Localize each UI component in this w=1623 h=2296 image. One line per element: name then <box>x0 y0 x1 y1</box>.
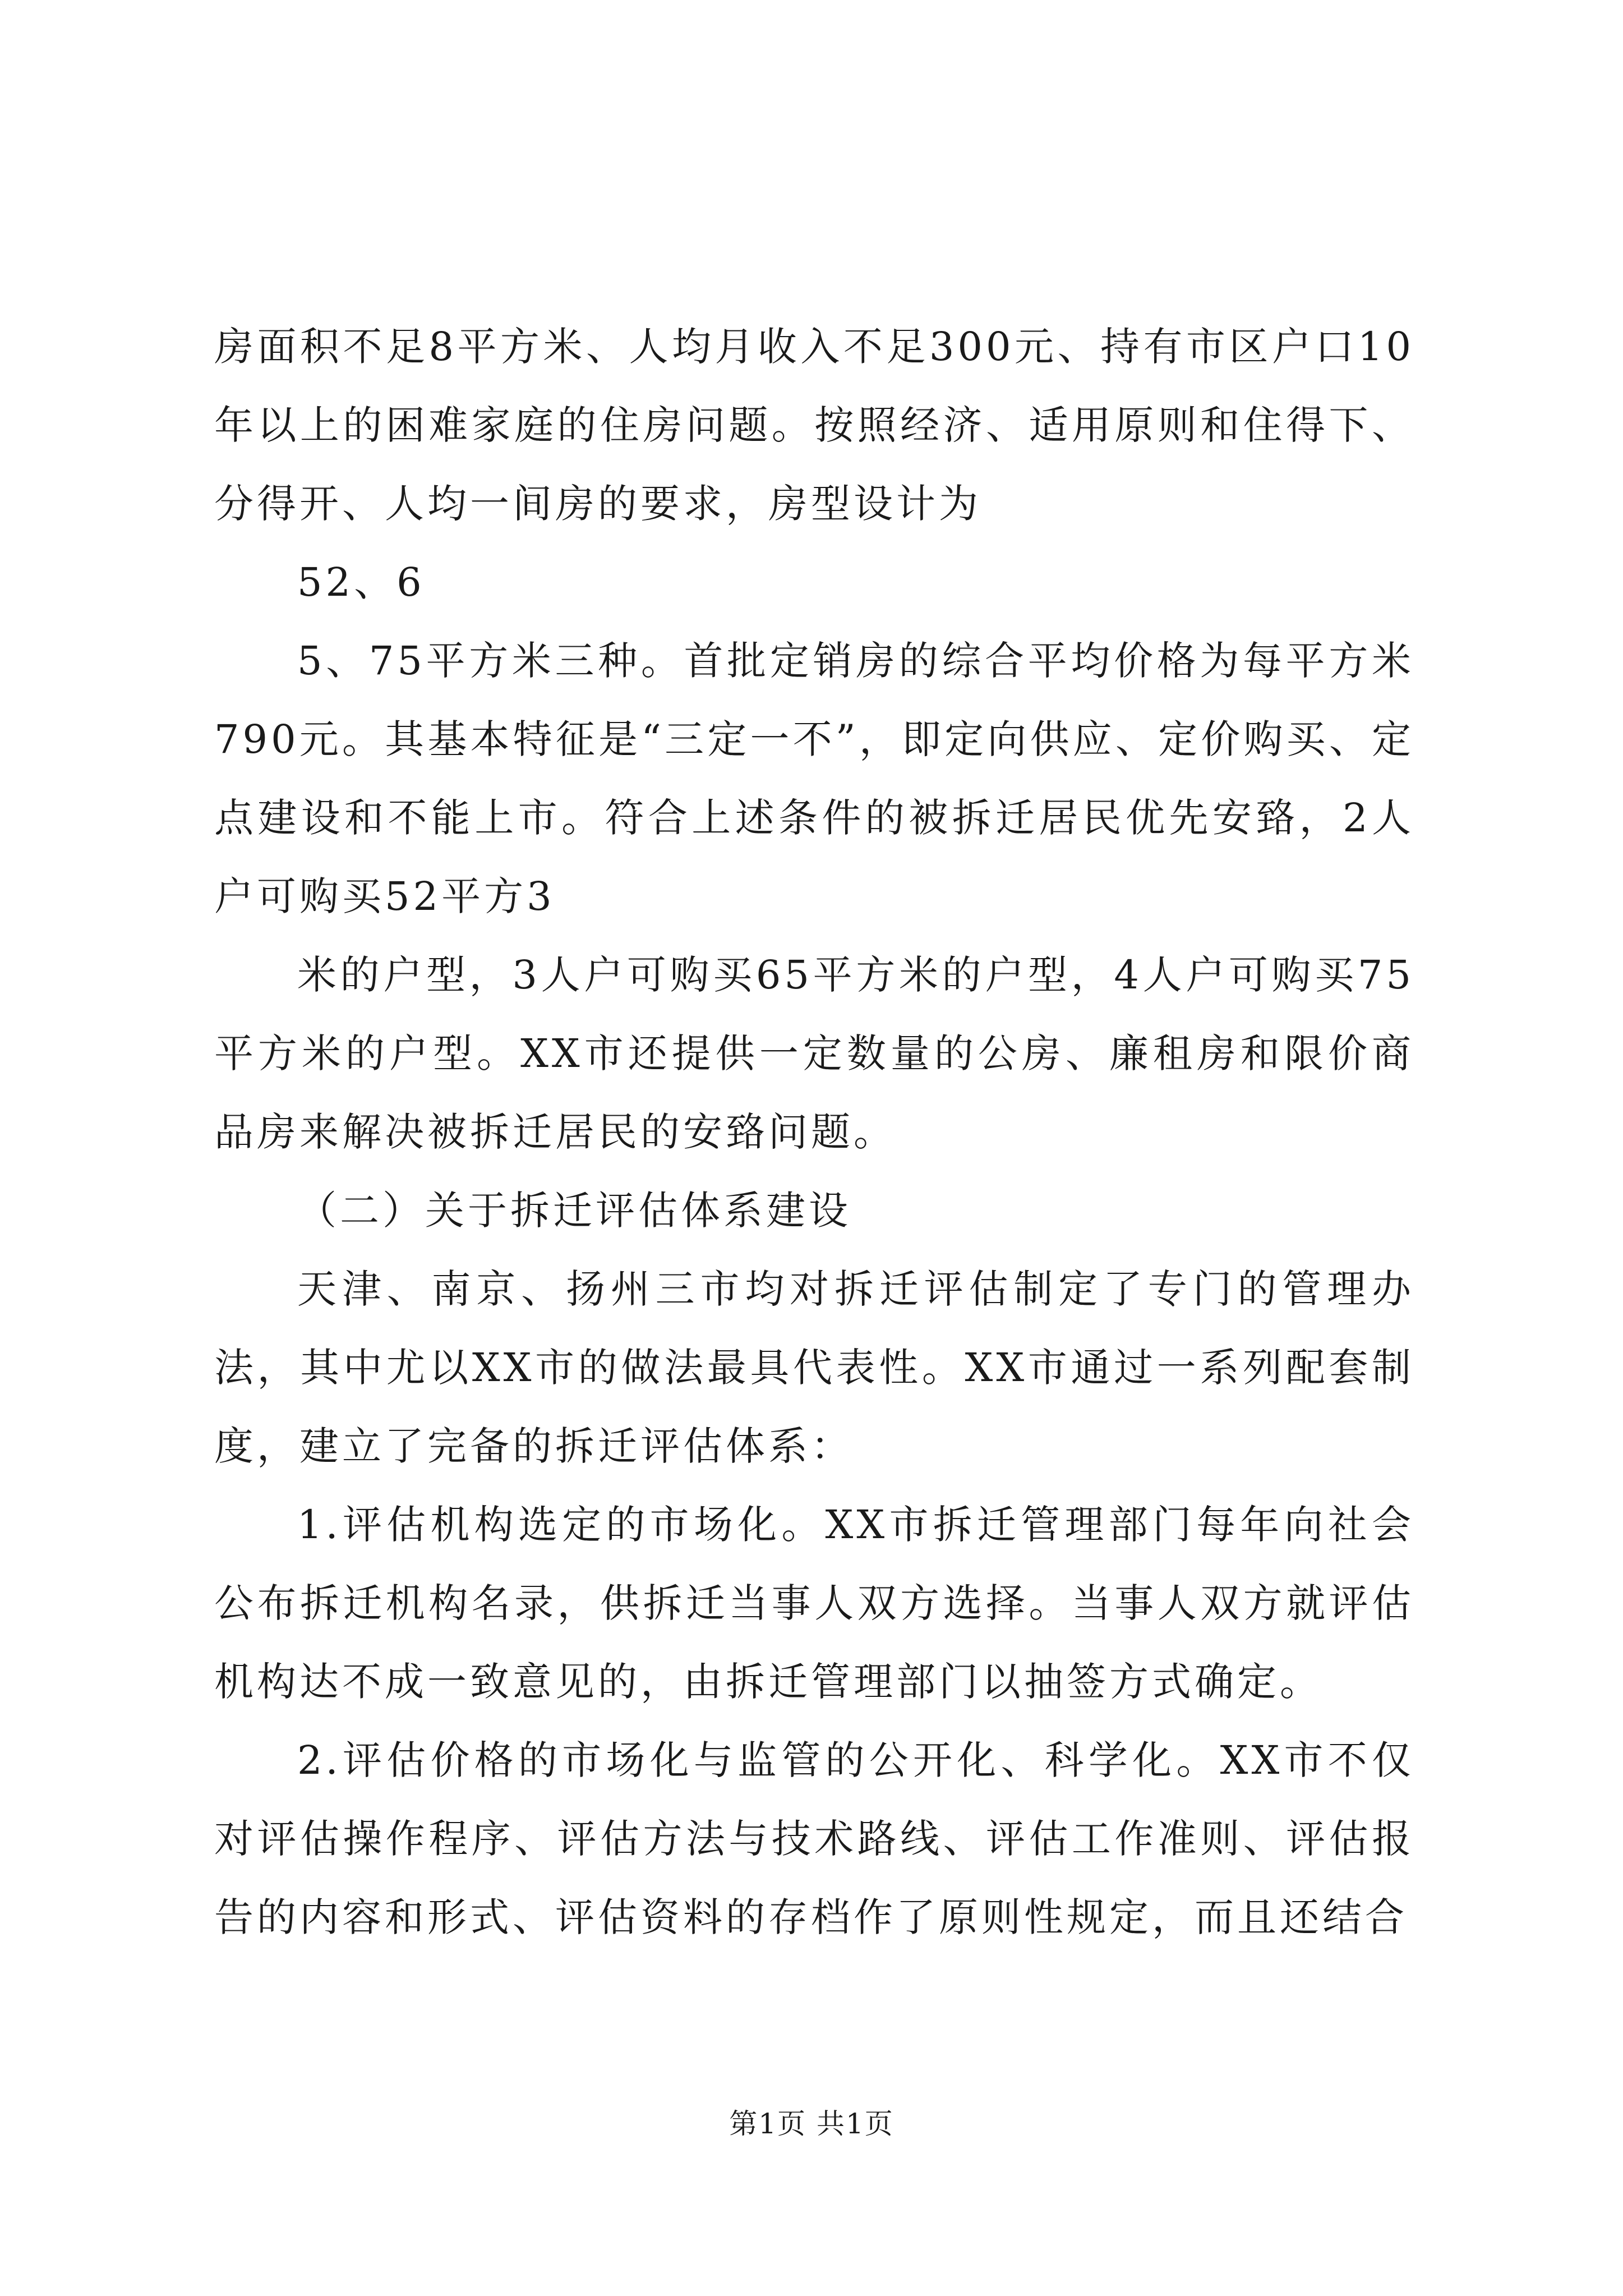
paragraph-6: 天津、南京、扬州三市均对拆迁评估制定了专门的管理办法，其中尤以XX市的做法最具代表性。XX市通过一系列配套制度，建立了完备的拆迁评估体系： <box>214 1266 1414 1469</box>
section-heading: （二）关于拆迁评估体系建设 <box>297 1188 851 1234</box>
paragraph-4: 米的户型，3人户可购买65平方米的户型，4人户可购买75平方米的户型。XX市还提供一定数量的公房、廉租房和限价商品房来解决被拆迁居民的安臵问题。 <box>214 952 1414 1155</box>
paragraph-1: 房面积不足8平方米、人均月收入不足300元、持有市区户口10年以上的困难家庭的住房问题。按照经济、适用原则和住得下、分得开、人均一间房的要求，房型设计为 <box>214 324 1414 527</box>
paragraph-2: 52、6 <box>297 559 425 605</box>
paragraph-3: 5、75平方米三种。首批定销房的综合平均价格为每平方米790元。其基本特征是“三定一不”，即定向供应、定价购买、定点建设和不能上市。符合上述条件的被拆迁居民优先安臵，2人户可购买52平方3 <box>214 638 1414 919</box>
document-body <box>214 307 1414 1957</box>
page-footer: 第1页 共1页 <box>729 2108 894 2140</box>
paragraph-8: 2.评估价格的市场化与监管的公开化、科学化。XX市不仅对评估操作程序、评估方法与技术路线、评估工作准则、评估报告的内容和形式、评估资料的存档作了原则性规定，而且还结合 <box>214 1737 1414 1940</box>
paragraph-7: 1.评估机构选定的市场化。XX市拆迁管理部门每年向社会公布拆迁机构名录，供拆迁当事人双方选择。当事人双方就评估机构达不成一致意见的，由拆迁管理部门以抽签方式确定。 <box>214 1502 1414 1705</box>
